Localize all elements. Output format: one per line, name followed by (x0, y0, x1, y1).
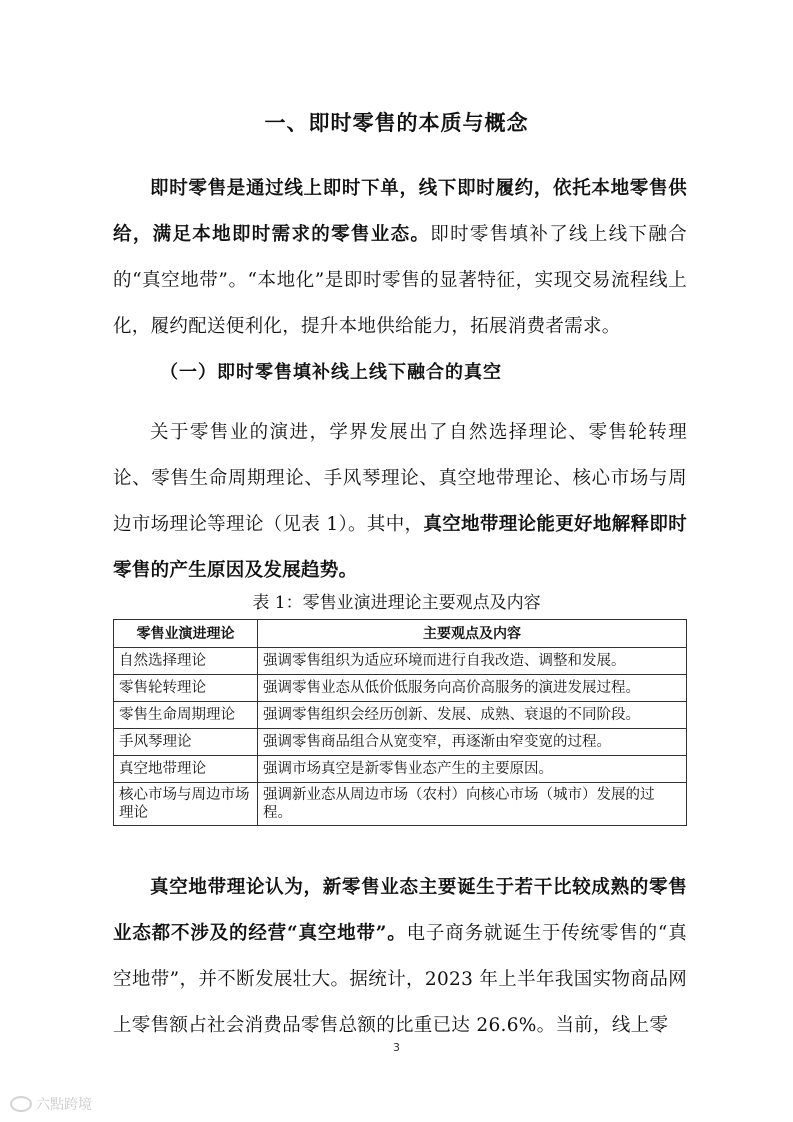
table-caption: 表 1：零售业演进理论主要观点及内容 (252, 593, 541, 613)
theory-table (113, 619, 687, 826)
table-cell-theory: 零售生命周期理论 (114, 702, 258, 729)
table-header-theory: 零售业演进理论 (114, 620, 258, 648)
table-row (114, 648, 687, 675)
intro-bold-text: 即时零售是通过线上即时下单，线下即时履约，依托本地零售供给，满足本地即时需求的零售业态。 (113, 178, 687, 245)
table-cell-content: 强调零售商品组合从宽变窄，再逐渐由窄变宽的过程。 (258, 729, 687, 756)
watermark-text: 六點跨境 (36, 1097, 92, 1113)
table-cell-theory: 自然选择理论 (114, 648, 258, 675)
section-title: 一、即时零售的本质与概念 (264, 111, 529, 135)
table-cell-theory: 手风琴理论 (114, 729, 258, 756)
vacuum-paragraph (113, 865, 687, 1049)
page-number: 3 (393, 1041, 400, 1054)
logo-icon (10, 1096, 32, 1112)
table-row (114, 702, 687, 729)
table-cell-content: 强调零售组织为适应环境而进行自我改造、调整和发展。 (258, 648, 687, 675)
intro-text: 即时零售填补了线上线下融合的“真空地带”。“本地化”是即时零售的显著特征，实现交易流程线上化，履约配送便利化，提升本地供给能力，拓展消费者需求。 (113, 224, 687, 337)
table-cell-theory: 核心市场与周边市场理论 (114, 783, 258, 826)
table-cell-content: 强调零售组织会经历创新、发展、成熟、衰退的不同阶段。 (258, 702, 687, 729)
table-cell-theory: 零售轮转理论 (114, 675, 258, 702)
theory-text: 关于零售业的演进，学界发展出了自然选择理论、零售轮转理论、零售生命周期理论、手风琴理论、真空地带理论、核心市场与周边市场理论等理论（见表 1）。其中， (113, 422, 687, 535)
table-header-row (114, 620, 687, 648)
subsection-title: （一）即时零售填补线上线下融合的真空 (160, 362, 502, 383)
table-cell-content: 强调零售业态从低价低服务向高价高服务的演进发展过程。 (258, 675, 687, 702)
table-row (114, 756, 687, 783)
table-header-content: 主要观点及内容 (258, 620, 687, 648)
theory-bold-text: 真空地带理论能更好地解释即时零售的产生原因及发展趋势。 (113, 514, 687, 581)
table-cell-theory: 真空地带理论 (114, 756, 258, 783)
table-row (114, 729, 687, 756)
theory-paragraph (113, 410, 687, 594)
watermark (10, 1094, 92, 1114)
table-cell-content: 强调市场真空是新零售业态产生的主要原因。 (258, 756, 687, 783)
table-row (114, 675, 687, 702)
vacuum-text: 电子商务就诞生于传统零售的“真空地带”，并不断发展壮大。据统计，2023 年上半年我国实物商品网上零售额占社会消费品零售总额的比重已达 26.6%。当前，线上零 (113, 923, 687, 1036)
table-cell-content: 强调新业态从周边市场（农村）向核心市场（城市）发展的过程。 (258, 783, 687, 826)
intro-paragraph (113, 166, 687, 350)
table-row (114, 783, 687, 826)
vacuum-bold-text: 真空地带理论认为，新零售业态主要诞生于若干比较成熟的零售业态都不涉及的经营“真空地带”。 (113, 877, 687, 944)
